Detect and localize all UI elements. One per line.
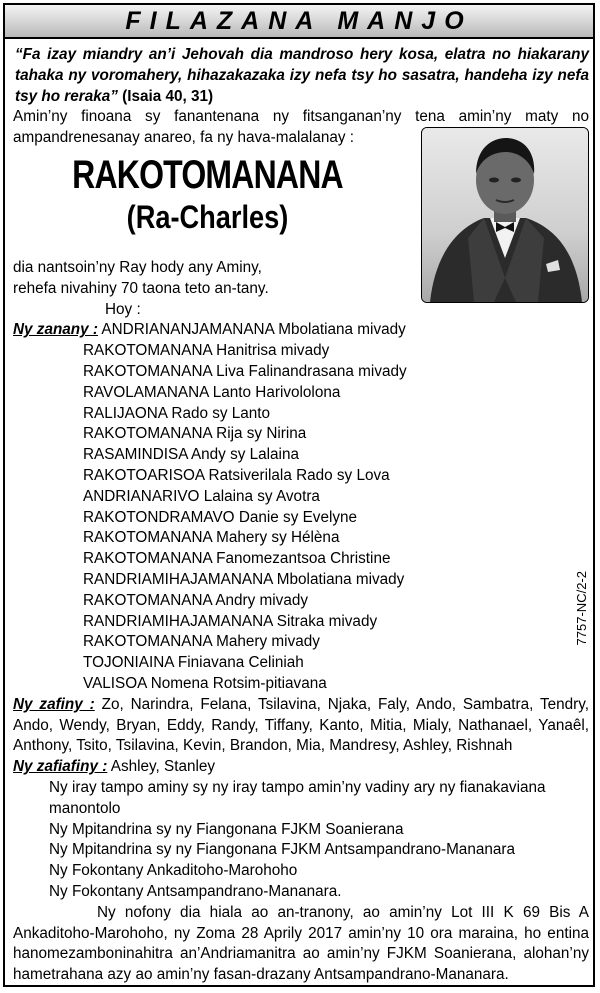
grandchildren-block (13, 695, 589, 757)
notice-frame (3, 3, 595, 987)
child-name: RAKOTOMANANA Fanomezantsoa Christine (83, 550, 391, 568)
death-line-1: dia nantsoin’ny Ray hody any Aminy, (13, 259, 262, 276)
grandchildren-label: Ny zafiny : (13, 695, 95, 713)
child-name: RAKOTOMANANA Rija sy Nirina (83, 425, 307, 443)
child-name: RANDRIAMIHAJAMANANA Sitraka mivady (83, 612, 378, 630)
quote-text: “Fa izay miandry an’i Jehovah dia mandroso hery kosa, elatra no hiakarany tahaka ny voromahery, hihazakazaka izy nefa tsy ho sasatra, handeha izy nefa tsy ho reraka” (15, 46, 589, 105)
mourner-line: Ny Mpitandrina sy ny Fiangonana FJKM Soanierana (49, 820, 404, 838)
child-name: RAKOTONDRAMAVO Danie sy Evelyne (83, 508, 358, 526)
funeral-details: Ny nofony dia hiala ao an-tranony, ao amin’ny Lot III K 69 Bis A Ankaditoho-Marohoho, ny Zoma 28 Aprily 2017 amin’ny 10 ora maraina, ho entina hanomezamboninahitra an’Andriamanitra ao amin’ny FJKM Soanierana, alohan’ny hametrahana azy ao amin’ny fasan-drazany Antsampandrano-Mananara. (13, 903, 589, 984)
great-grandchildren-label: Ny zafiafiny : (13, 758, 108, 776)
child-name: RAKOTOARISOA Ratsiverilala Rado sy Lova (83, 466, 390, 484)
child-name: ANDRIANANJAMANANA Mbolatiana mivady (101, 321, 406, 339)
deceased-nickname: (Ra-Charles) (126, 199, 289, 235)
grandchildren-names: Zo, Narindra, Felana, Tsilavina, Njaka, Faly, Ando, Sambatra, Tendry, Ando, Wendy, Bryan, Eddy, Randy, Tiffany, Kanto, Mitia, Mialy, Nathanael, Yanaêl, Anthony, Tsito, Tsilavina, Kevin, Brandon, Mia, Mandresy, Ashley, Rishnah (13, 695, 590, 755)
bible-quote (13, 45, 589, 107)
child-name: RAKOTOMANANA Mahery mivady (83, 633, 320, 651)
children-label: Ny zanany : (13, 321, 99, 339)
child-name: ANDRIANARIVO Lalaina sy Avotra (83, 487, 320, 505)
deceased-name: RAKOTOMANANA (72, 153, 343, 197)
notice-banner (5, 5, 593, 39)
child-name: VALISOA Nomena Rotsim-pitiavana (83, 674, 327, 692)
great-grandchildren-block (13, 757, 589, 778)
child-name: RAKOTOMANANA Liva Falinandrasana mivady (83, 362, 407, 380)
child-name: RAVOLAMANANA Lanto Harivololona (83, 383, 341, 401)
intro-text: Amin’ny finoana sy fanantenana ny fitsanganan’ny tena amin’ny maty no ampandrenesanay anareo, fa ny hava-malalanay : (13, 108, 589, 147)
quote-reference: (Isaia 40, 31) (122, 87, 214, 105)
child-name: RAKOTOMANANA Andry mivady (83, 591, 308, 609)
deceased-name-block (5, 153, 410, 237)
banner-title: FILAZANA MANJO (125, 6, 473, 35)
mourner-line: Ny Mpitandrina sy ny Fiangonana FJKM Antsampandrano-Mananara (49, 841, 515, 859)
notice-body (13, 258, 589, 986)
great-grandchildren-names: Ashley, Stanley (110, 758, 216, 776)
child-name: RAKOTOMANANA Hanitrisa mivady (83, 342, 330, 360)
death-line-2: rehefa nivahiny 70 taona teto an-tany. (13, 279, 269, 297)
publication-code: 7757-NC/2-2 (574, 571, 589, 646)
mourner-line: Ny Fokontany Antsampandrano-Mananara. (49, 882, 342, 900)
child-name: RALIJAONA Rado sy Lanto (83, 404, 271, 422)
child-name: RANDRIAMIHAJAMANANA Mbolatiana mivady (83, 570, 405, 588)
child-name: TOJONIAINA Finiavana Celiniah (83, 654, 304, 672)
child-name: RAKOTOMANANA Mahery sy Hélèna (83, 529, 340, 547)
mourner-line: Ny Fokontany Ankaditoho-Marohoho (49, 862, 298, 880)
child-name: RASAMINDISA Andy sy Lalaina (83, 446, 299, 464)
mourner-line: Ny iray tampo aminy sy ny iray tampo amin’ny vadiny ary ny fianakaviana manontolo (49, 778, 546, 817)
hoy-label: Hoy : (105, 300, 141, 318)
children-first-line (13, 320, 589, 341)
